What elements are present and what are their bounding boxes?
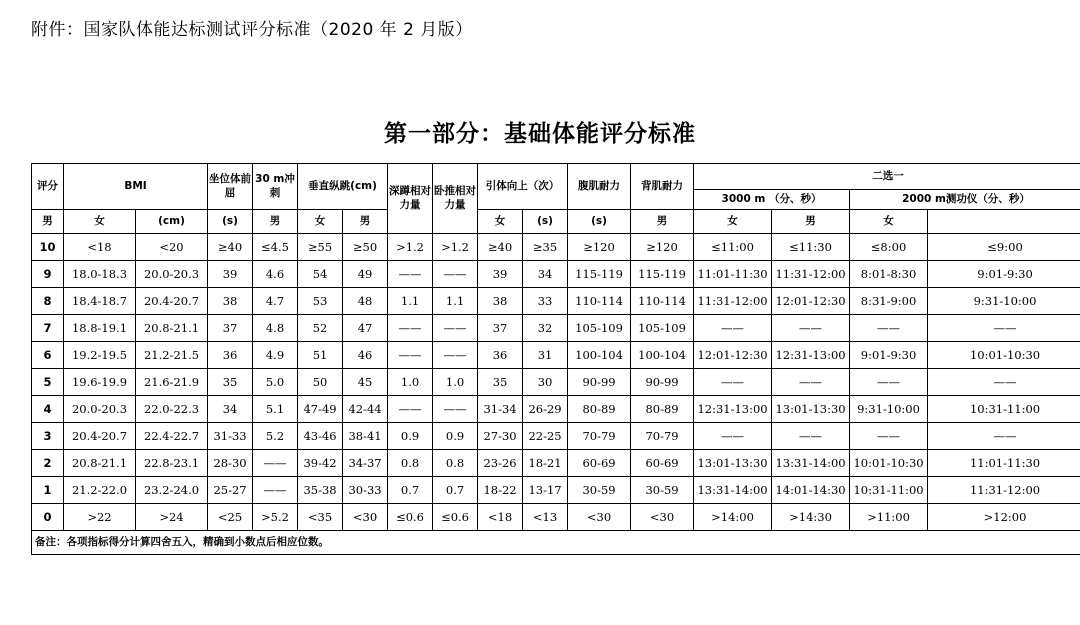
table-cell: 5.0	[253, 369, 298, 396]
table-cell: 10:31-11:00	[850, 477, 928, 504]
table-cell: ——	[253, 477, 298, 504]
table-cell: ——	[850, 369, 928, 396]
table-cell: 60-69	[631, 450, 694, 477]
table-row	[32, 261, 1080, 288]
score-cell: 8	[32, 288, 64, 315]
table-cell: 33	[523, 288, 568, 315]
header-vjump-female: 女	[298, 210, 343, 234]
header-pullup-female: 女	[478, 210, 523, 234]
score-cell: 2	[32, 450, 64, 477]
table-cell: 11:31-12:00	[694, 288, 772, 315]
table-cell: 19.6-19.9	[64, 369, 136, 396]
table-cell: 48	[343, 288, 388, 315]
table-row	[32, 369, 1080, 396]
table-cell: 19.2-19.5	[64, 342, 136, 369]
scoring-table	[31, 163, 1080, 555]
table-cell: >1.2	[433, 234, 478, 261]
header-bmi: BMI	[64, 164, 208, 210]
table-cell: >5.2	[253, 504, 298, 531]
table-cell: 10:01-10:30	[928, 342, 1080, 369]
table-cell: 20.4-20.7	[64, 423, 136, 450]
header-sit-reach: 坐位体前屈	[208, 164, 253, 210]
table-cell: 13:01-13:30	[772, 396, 850, 423]
header-2000m-erg: 2000 m测功仪（分、秒）	[850, 190, 1080, 210]
header-bmi-female: 女	[64, 210, 136, 234]
table-cell: 34	[208, 396, 253, 423]
table-cell: 38	[478, 288, 523, 315]
table-cell: 38	[208, 288, 253, 315]
table-cell: 12:31-13:00	[694, 396, 772, 423]
table-cell: 13:01-13:30	[694, 450, 772, 477]
table-cell: 20.0-20.3	[136, 261, 208, 288]
table-cell: 45	[343, 369, 388, 396]
table-cell: 23-26	[478, 450, 523, 477]
table-cell: 18-22	[478, 477, 523, 504]
table-cell: 13-17	[523, 477, 568, 504]
table-row	[32, 504, 1080, 531]
score-cell: 7	[32, 315, 64, 342]
table-cell: 90-99	[631, 369, 694, 396]
header-abs: 腹肌耐力	[568, 164, 631, 210]
table-cell: ≥40	[208, 234, 253, 261]
table-cell: 70-79	[568, 423, 631, 450]
table-note: 备注：各项指标得分计算四舍五入，精确到小数点后相应位数。	[32, 531, 1080, 555]
table-cell: ≥50	[343, 234, 388, 261]
table-cell: ——	[433, 261, 478, 288]
table-cell: 51	[298, 342, 343, 369]
table-cell: 80-89	[631, 396, 694, 423]
table-cell: 9:31-10:00	[928, 288, 1080, 315]
table-cell: 36	[208, 342, 253, 369]
table-cell: <30	[568, 504, 631, 531]
table-cell: 11:31-12:00	[928, 477, 1080, 504]
table-cell: 115-119	[631, 261, 694, 288]
table-cell: 46	[343, 342, 388, 369]
table-row	[32, 423, 1080, 450]
table-cell: 49	[343, 261, 388, 288]
table-cell: 26-29	[523, 396, 568, 423]
header-choose-one: 二选一	[694, 164, 1080, 190]
header-back-unit: (s)	[568, 210, 631, 234]
table-cell: 70-79	[631, 423, 694, 450]
table-cell: 9:01-9:30	[928, 261, 1080, 288]
table-cell: ——	[772, 315, 850, 342]
table-cell: 21.2-22.0	[64, 477, 136, 504]
table-cell: 12:01-12:30	[772, 288, 850, 315]
score-cell: 10	[32, 234, 64, 261]
table-cell: 11:31-12:00	[772, 261, 850, 288]
table-cell: ≤0.6	[388, 504, 433, 531]
table-cell: <18	[64, 234, 136, 261]
table-cell: 8:01-8:30	[850, 261, 928, 288]
table-cell: 1.1	[433, 288, 478, 315]
score-cell: 1	[32, 477, 64, 504]
header-vertical-jump: 垂直纵跳(cm)	[298, 164, 388, 210]
table-cell: 53	[298, 288, 343, 315]
table-cell: 31-34	[478, 396, 523, 423]
table-cell: ——	[433, 396, 478, 423]
table-cell: ≤11:30	[772, 234, 850, 261]
table-cell: ——	[928, 423, 1080, 450]
table-cell: 39	[478, 261, 523, 288]
table-cell: 60-69	[568, 450, 631, 477]
table-cell: ——	[253, 450, 298, 477]
table-cell: 21.6-21.9	[136, 369, 208, 396]
table-cell: <30	[631, 504, 694, 531]
table-cell: 100-104	[631, 342, 694, 369]
table-cell: 0.8	[433, 450, 478, 477]
table-cell: 20.4-20.7	[136, 288, 208, 315]
table-cell: 0.9	[388, 423, 433, 450]
table-cell: 27-30	[478, 423, 523, 450]
table-cell: 110-114	[631, 288, 694, 315]
table-cell: 4.6	[253, 261, 298, 288]
table-cell: >11:00	[850, 504, 928, 531]
table-cell: 4.9	[253, 342, 298, 369]
table-cell: 8:31-9:00	[850, 288, 928, 315]
table-cell: >14:30	[772, 504, 850, 531]
header-bmi-male: 男	[32, 210, 64, 234]
table-cell: 25-27	[208, 477, 253, 504]
score-cell: 0	[32, 504, 64, 531]
table-cell: ——	[928, 315, 1080, 342]
table-cell: ≥120	[631, 234, 694, 261]
table-row	[32, 234, 1080, 261]
table-cell: 30-59	[631, 477, 694, 504]
header-run-male: 男	[631, 210, 694, 234]
table-cell: 4.8	[253, 315, 298, 342]
table-cell: 115-119	[568, 261, 631, 288]
table-cell: ——	[694, 315, 772, 342]
table-cell: 5.1	[253, 396, 298, 423]
header-back: 背肌耐力	[631, 164, 694, 210]
table-cell: 50	[298, 369, 343, 396]
table-cell: 34-37	[343, 450, 388, 477]
table-cell: <20	[136, 234, 208, 261]
table-cell: 35-38	[298, 477, 343, 504]
table-cell: >12:00	[928, 504, 1080, 531]
header-score: 评分	[32, 164, 64, 210]
table-cell: 18-21	[523, 450, 568, 477]
table-cell: 4.7	[253, 288, 298, 315]
table-cell: ——	[694, 423, 772, 450]
table-cell: 28-30	[208, 450, 253, 477]
table-cell: 13:31-14:00	[772, 450, 850, 477]
table-cell: ——	[388, 396, 433, 423]
table-cell: ——	[850, 423, 928, 450]
table-cell: 35	[208, 369, 253, 396]
table-cell: 43-46	[298, 423, 343, 450]
table-cell: 90-99	[568, 369, 631, 396]
table-cell: ——	[928, 369, 1080, 396]
table-cell: 11:01-11:30	[694, 261, 772, 288]
table-cell: ——	[388, 315, 433, 342]
table-cell: 30-33	[343, 477, 388, 504]
table-cell: 54	[298, 261, 343, 288]
table-cell: <35	[298, 504, 343, 531]
header-sit-reach-unit: (cm)	[136, 210, 208, 234]
table-cell: 9:31-10:00	[850, 396, 928, 423]
table-cell: 31	[523, 342, 568, 369]
attachment-heading: 附件：国家队体能达标测试评分标准（2020 年 2 月版）	[31, 20, 473, 40]
table-cell: ≥40	[478, 234, 523, 261]
table-cell: 10:01-10:30	[850, 450, 928, 477]
header-erg-female: 女	[850, 210, 928, 234]
table-cell: 105-109	[631, 315, 694, 342]
table-cell: <25	[208, 504, 253, 531]
table-cell: <13	[523, 504, 568, 531]
table-cell: 35	[478, 369, 523, 396]
table-cell: 34	[523, 261, 568, 288]
table-cell: 12:31-13:00	[772, 342, 850, 369]
table-cell: ——	[433, 315, 478, 342]
table-row	[32, 477, 1080, 504]
table-cell: 39-42	[298, 450, 343, 477]
table-cell: 37	[478, 315, 523, 342]
table-cell: 14:01-14:30	[772, 477, 850, 504]
table-cell: 52	[298, 315, 343, 342]
table-cell: >24	[136, 504, 208, 531]
table-cell: 10:31-11:00	[928, 396, 1080, 423]
header-squat: 深蹲相对力量	[388, 164, 433, 234]
table-cell: 47	[343, 315, 388, 342]
table-cell: 30	[523, 369, 568, 396]
table-cell: 36	[478, 342, 523, 369]
header-3000m-run: 3000 m （分、秒）	[694, 190, 850, 210]
table-cell: 13:31-14:00	[694, 477, 772, 504]
table-cell: 39	[208, 261, 253, 288]
score-cell: 4	[32, 396, 64, 423]
table-cell: 23.2-24.0	[136, 477, 208, 504]
table-cell: 37	[208, 315, 253, 342]
table-cell: 31-33	[208, 423, 253, 450]
table-cell: 20.8-21.1	[64, 450, 136, 477]
header-sprint-unit: (s)	[208, 210, 253, 234]
header-bench: 卧推相对力量	[433, 164, 478, 234]
table-cell: 0.7	[433, 477, 478, 504]
table-cell: ≥120	[568, 234, 631, 261]
header-erg-male: 男	[772, 210, 850, 234]
table-cell: 11:01-11:30	[928, 450, 1080, 477]
table-cell: ≤4.5	[253, 234, 298, 261]
table-cell: 105-109	[568, 315, 631, 342]
table-cell: ——	[772, 423, 850, 450]
table-cell: 12:01-12:30	[694, 342, 772, 369]
header-run-female: 女	[694, 210, 772, 234]
table-cell: 22.8-23.1	[136, 450, 208, 477]
table-cell: 1.0	[433, 369, 478, 396]
table-cell: ≥35	[523, 234, 568, 261]
table-cell: ≤0.6	[433, 504, 478, 531]
table-cell: 0.9	[433, 423, 478, 450]
table-cell: 22.4-22.7	[136, 423, 208, 450]
table-cell: 20.0-20.3	[64, 396, 136, 423]
table-cell: ≤8:00	[850, 234, 928, 261]
table-cell: 30-59	[568, 477, 631, 504]
section-title: 第一部分：基础体能评分标准	[384, 121, 696, 147]
score-cell: 9	[32, 261, 64, 288]
table-cell: 18.0-18.3	[64, 261, 136, 288]
table-cell: 42-44	[343, 396, 388, 423]
table-cell: 110-114	[568, 288, 631, 315]
table-cell: >22	[64, 504, 136, 531]
table-cell: <30	[343, 504, 388, 531]
table-cell: 22.0-22.3	[136, 396, 208, 423]
table-cell: 20.8-21.1	[136, 315, 208, 342]
table-row	[32, 396, 1080, 423]
header-pullup: 引体向上（次）	[478, 164, 568, 210]
table-row	[32, 288, 1080, 315]
table-cell: 1.1	[388, 288, 433, 315]
header-abs-unit: (s)	[523, 210, 568, 234]
table-cell: 80-89	[568, 396, 631, 423]
table-cell: ——	[850, 315, 928, 342]
header-sprint: 30 m冲刺	[253, 164, 298, 210]
score-cell: 5	[32, 369, 64, 396]
table-cell: ≥55	[298, 234, 343, 261]
table-cell: 100-104	[568, 342, 631, 369]
table-cell: ——	[694, 369, 772, 396]
header-pullup-male: 男	[343, 210, 388, 234]
score-cell: 3	[32, 423, 64, 450]
table-cell: 0.8	[388, 450, 433, 477]
table-cell: >14:00	[694, 504, 772, 531]
table-cell: 21.2-21.5	[136, 342, 208, 369]
table-cell: ≤9:00	[928, 234, 1080, 261]
table-cell: <18	[478, 504, 523, 531]
table-cell: 18.8-19.1	[64, 315, 136, 342]
table-row	[32, 342, 1080, 369]
table-cell: 22-25	[523, 423, 568, 450]
score-cell: 6	[32, 342, 64, 369]
table-cell: ——	[433, 342, 478, 369]
table-cell: ——	[772, 369, 850, 396]
table-cell: 1.0	[388, 369, 433, 396]
header-vjump-male: 男	[253, 210, 298, 234]
table-cell: 18.4-18.7	[64, 288, 136, 315]
table-cell: ——	[388, 261, 433, 288]
table-cell: 5.2	[253, 423, 298, 450]
table-row	[32, 450, 1080, 477]
table-cell: 9:01-9:30	[850, 342, 928, 369]
table-cell: 47-49	[298, 396, 343, 423]
table-cell: 38-41	[343, 423, 388, 450]
table-cell: >1.2	[388, 234, 433, 261]
table-cell: 32	[523, 315, 568, 342]
table-cell: ——	[388, 342, 433, 369]
table-row	[32, 315, 1080, 342]
table-cell: ≤11:00	[694, 234, 772, 261]
table-cell: 0.7	[388, 477, 433, 504]
